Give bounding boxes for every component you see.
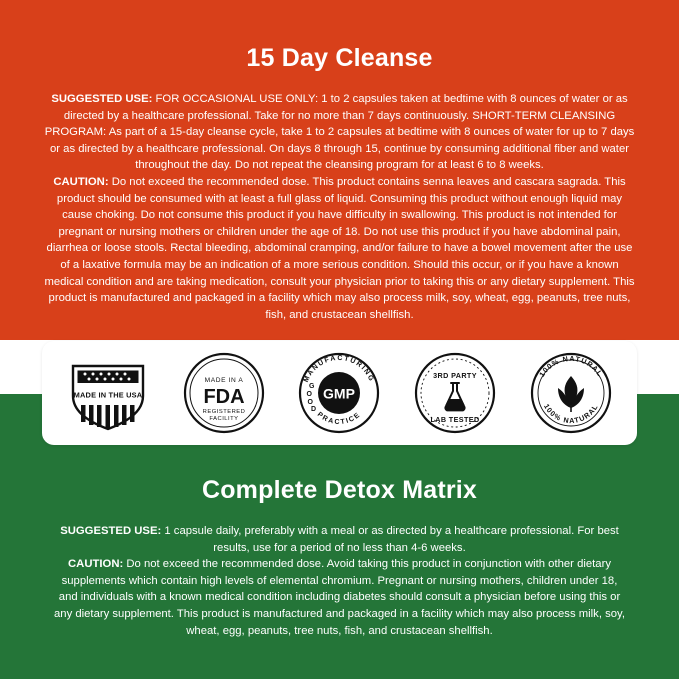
gmp-good-label-4: D [311,406,317,413]
cleanse-suggested-use-label: SUGGESTED USE: [51,93,153,105]
cleanse-suggested-use-paragraph [44,91,636,174]
cleanse-caution-text: Do not exceed the recommended dose. This product contains senna leaves and cascara sagrada. This product should be consumed with at least a full glass of liquid. Consuming this product without enough liquid may cause choking. Do not consume this product if you have difficulty in swallowing. This product is not intended for pregnant or nursing mothers or children under the age of 18. Do not use this product if you have abdominal pain, diarrhea or loose stools. Rectal bleeding, abdominal cramping, and/or failure to have a bowel movement after the use of a laxative formula may be an indication of a more serious condition. Should this occur, or if you have a known medical condition and are taking medication, consult your physician prior to taking this or any dietary supplement. This product is manufactured and packaged in a facility which may also process milk, soy, wheat, egg, peanuts, tree nuts, fish, and crustacean shellfish. [44,175,635,321]
detox-caution-text: Do not exceed the recommended dose. Avoid taking this product in conjunction with other dietary supplements which contain high levels of elemental chromium. Pregnant or nursing mothers, children under 18, and individuals with a known medical condition including diabetes should consult a physician before using this or any dietary supplement. This product is manufactured and packaged in a facility which may also process milk, soy, wheat, egg, peanuts, tree nuts, fish, and crustacean shellfish. [54,558,625,637]
detox-body-text [53,523,627,639]
fda-main-label: FDA [203,386,245,408]
detox-caution-label: CAUTION: [68,558,124,571]
certification-badge-strip [42,341,637,445]
one-hundred-percent-natural-badge [528,350,614,436]
cleanse-caution-label: CAUTION: [53,175,109,188]
gmp-main-label: GMP [323,385,356,402]
made-in-the-usa-badge [65,350,151,436]
made-in-the-usa-label: MADE IN THE USA [73,390,143,400]
fda-facility-label: FACILITY [209,416,239,422]
gmp-good-label: G [309,383,315,390]
gmp-good-label-3: O [307,399,314,406]
gmp-arc-top-label: MANUFACTURING [303,354,376,384]
detox-caution-paragraph [53,556,627,639]
lab-tested-label: LAB TESTED [430,415,480,424]
third-party-lab-tested-badge [412,350,498,436]
page-title-cleanse: 15 Day Cleanse [246,44,433,72]
detox-suggested-use-text: 1 capsule daily, preferably with a meal or as directed by a healthcare professional. For best results, use for a period of no less than 4-6 weeks. [161,525,619,554]
natural-arc-bottom-label: 100% NATURAL [542,402,601,426]
detox-suggested-use-label: SUGGESTED USE: [60,525,162,537]
gmp-badge [296,350,382,436]
cleanse-suggested-use-text: FOR OCCASIONAL USE ONLY: 1 to 2 capsules taken at bedtime with 8 ounces of water or as directed by a healthcare professional. Take for no more than 7 days continuously. SHORT-TERM CLEANSING PROGRAM: As part of a 15-day cleanse cycle, take 1 to 2 capsules at bedtime with 8 ounces of water for up to 7 days or as directed by a healthcare professional. On days 8 through 15, continue by consuming additional fiber and water throughout the day. Do not repeat the cleansing program for at least 6 to 8 weeks. [44,93,635,172]
cleanse-caution-paragraph [44,174,636,323]
fda-top-label: MADE IN A [204,377,244,384]
leaf-icon [558,376,584,412]
page-title-detox: Complete Detox Matrix [201,476,478,504]
gmp-good-label-2: O [306,391,313,398]
fda-registered-facility-badge [181,350,267,436]
third-party-top-label: 3RD PARTY [433,371,478,380]
cleanse-body-text [44,91,636,323]
detox-suggested-use-paragraph [53,523,627,556]
gmp-arc-bottom-label: PRACTICE [316,411,363,427]
fda-registered-label: REGISTERED [202,409,246,415]
natural-arc-top-label: 100% NATURAL [537,353,605,379]
